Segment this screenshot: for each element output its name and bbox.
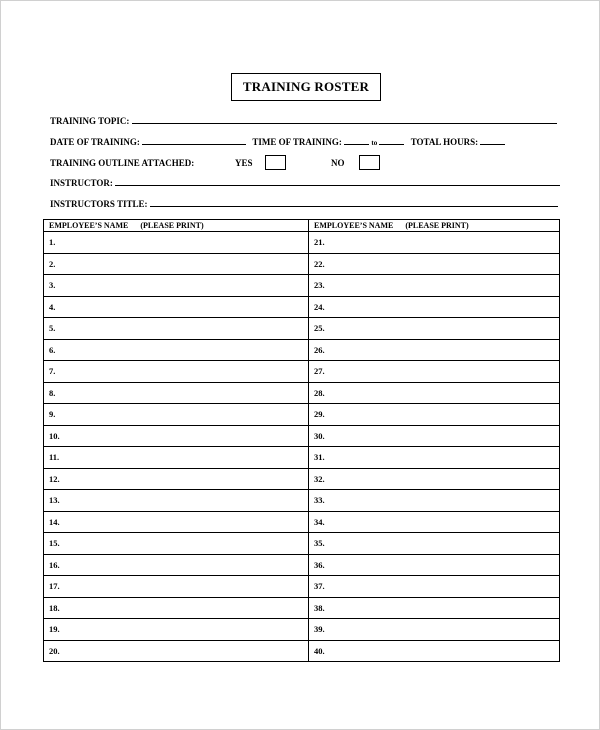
table-row: [44, 361, 560, 383]
employee-name-cell-left[interactable]: 18.: [44, 597, 309, 619]
employee-name-cell-left[interactable]: 13.: [44, 490, 309, 512]
table-row: [44, 253, 560, 275]
employee-name-cell-right[interactable]: 28.: [309, 382, 560, 404]
instructor-title-row: [50, 198, 558, 210]
table-row: [44, 533, 560, 555]
employee-name-cell-right[interactable]: 23.: [309, 275, 560, 297]
table-row: [44, 619, 560, 641]
column-header-right: EMPLOYEE’S NAME (PLEASE PRINT): [309, 220, 560, 232]
employee-name-cell-left[interactable]: 5.: [44, 318, 309, 340]
table-row: [44, 511, 560, 533]
employee-name-cell-left[interactable]: 19.: [44, 619, 309, 641]
table-row: [44, 490, 560, 512]
employee-name-cell-right[interactable]: 30.: [309, 425, 560, 447]
page-title: TRAINING ROSTER: [231, 73, 381, 101]
roster-table: [43, 219, 560, 662]
time-of-training-label: TIME OF TRAINING:: [252, 137, 342, 147]
table-row: [44, 339, 560, 361]
employee-name-cell-right[interactable]: 38.: [309, 597, 560, 619]
training-topic-line[interactable]: [132, 115, 557, 124]
employee-name-cell-right[interactable]: 39.: [309, 619, 560, 641]
table-row: [44, 640, 560, 662]
total-hours-line[interactable]: [480, 136, 505, 145]
employee-name-cell-right[interactable]: 29.: [309, 404, 560, 426]
employee-name-cell-right[interactable]: 21.: [309, 232, 560, 254]
roster-body: [44, 232, 560, 662]
employee-name-cell-left[interactable]: 14.: [44, 511, 309, 533]
instructor-label: INSTRUCTOR:: [50, 178, 113, 188]
date-of-training-line[interactable]: [142, 136, 246, 145]
employee-name-cell-right[interactable]: 24.: [309, 296, 560, 318]
employee-name-cell-right[interactable]: 31.: [309, 447, 560, 469]
employee-name-cell-right[interactable]: 34.: [309, 511, 560, 533]
table-row: [44, 425, 560, 447]
table-row: [44, 296, 560, 318]
employee-name-cell-left[interactable]: 1.: [44, 232, 309, 254]
outline-attached-label: TRAINING OUTLINE ATTACHED:: [50, 158, 195, 168]
date-time-row: [50, 136, 505, 149]
table-row: [44, 576, 560, 598]
employee-name-cell-left[interactable]: 16.: [44, 554, 309, 576]
training-topic-label: TRAINING TOPIC:: [50, 116, 130, 126]
employee-name-cell-left[interactable]: 12.: [44, 468, 309, 490]
employee-name-cell-right[interactable]: 27.: [309, 361, 560, 383]
instructor-title-line[interactable]: [150, 198, 558, 207]
yes-checkbox[interactable]: [265, 155, 286, 170]
employee-name-cell-left[interactable]: 7.: [44, 361, 309, 383]
employee-name-cell-left[interactable]: 9.: [44, 404, 309, 426]
employee-name-cell-right[interactable]: 26.: [309, 339, 560, 361]
table-row: [44, 597, 560, 619]
employee-name-cell-right[interactable]: 36.: [309, 554, 560, 576]
table-row: [44, 382, 560, 404]
table-row: [44, 275, 560, 297]
table-row: [44, 468, 560, 490]
column-header-left: EMPLOYEE’S NAME (PLEASE PRINT): [44, 220, 309, 232]
employee-name-cell-left[interactable]: 11.: [44, 447, 309, 469]
yes-label: YES: [235, 158, 253, 168]
date-of-training-label: DATE OF TRAINING:: [50, 137, 140, 147]
instructor-title-label: INSTRUCTORS TITLE:: [50, 199, 148, 209]
employee-name-cell-left[interactable]: 15.: [44, 533, 309, 555]
employee-name-cell-left[interactable]: 4.: [44, 296, 309, 318]
employee-name-cell-right[interactable]: 33.: [309, 490, 560, 512]
employee-name-cell-left[interactable]: 20.: [44, 640, 309, 662]
employee-name-cell-left[interactable]: 3.: [44, 275, 309, 297]
employee-name-cell-left[interactable]: 10.: [44, 425, 309, 447]
instructor-row: [50, 177, 560, 189]
employee-name-cell-left[interactable]: 8.: [44, 382, 309, 404]
employee-name-cell-left[interactable]: 17.: [44, 576, 309, 598]
no-label: NO: [331, 158, 345, 168]
employee-name-cell-right[interactable]: 25.: [309, 318, 560, 340]
employee-name-cell-right[interactable]: 22.: [309, 253, 560, 275]
employee-name-cell-right[interactable]: 32.: [309, 468, 560, 490]
training-topic-row: [50, 115, 557, 127]
employee-name-cell-right[interactable]: 35.: [309, 533, 560, 555]
table-header-row: [44, 220, 560, 232]
table-row: [44, 404, 560, 426]
time-start-line[interactable]: [344, 136, 369, 145]
employee-name-cell-left[interactable]: 6.: [44, 339, 309, 361]
total-hours-label: TOTAL HOURS:: [410, 137, 479, 147]
no-checkbox[interactable]: [359, 155, 380, 170]
table-row: [44, 318, 560, 340]
employee-name-cell-right[interactable]: 40.: [309, 640, 560, 662]
table-row: [44, 232, 560, 254]
table-row: [44, 447, 560, 469]
instructor-line[interactable]: [115, 177, 560, 186]
employee-name-cell-left[interactable]: 2.: [44, 253, 309, 275]
table-row: [44, 554, 560, 576]
employee-name-cell-right[interactable]: 37.: [309, 576, 560, 598]
time-end-line[interactable]: [379, 136, 404, 145]
time-to-label: to: [371, 139, 378, 147]
